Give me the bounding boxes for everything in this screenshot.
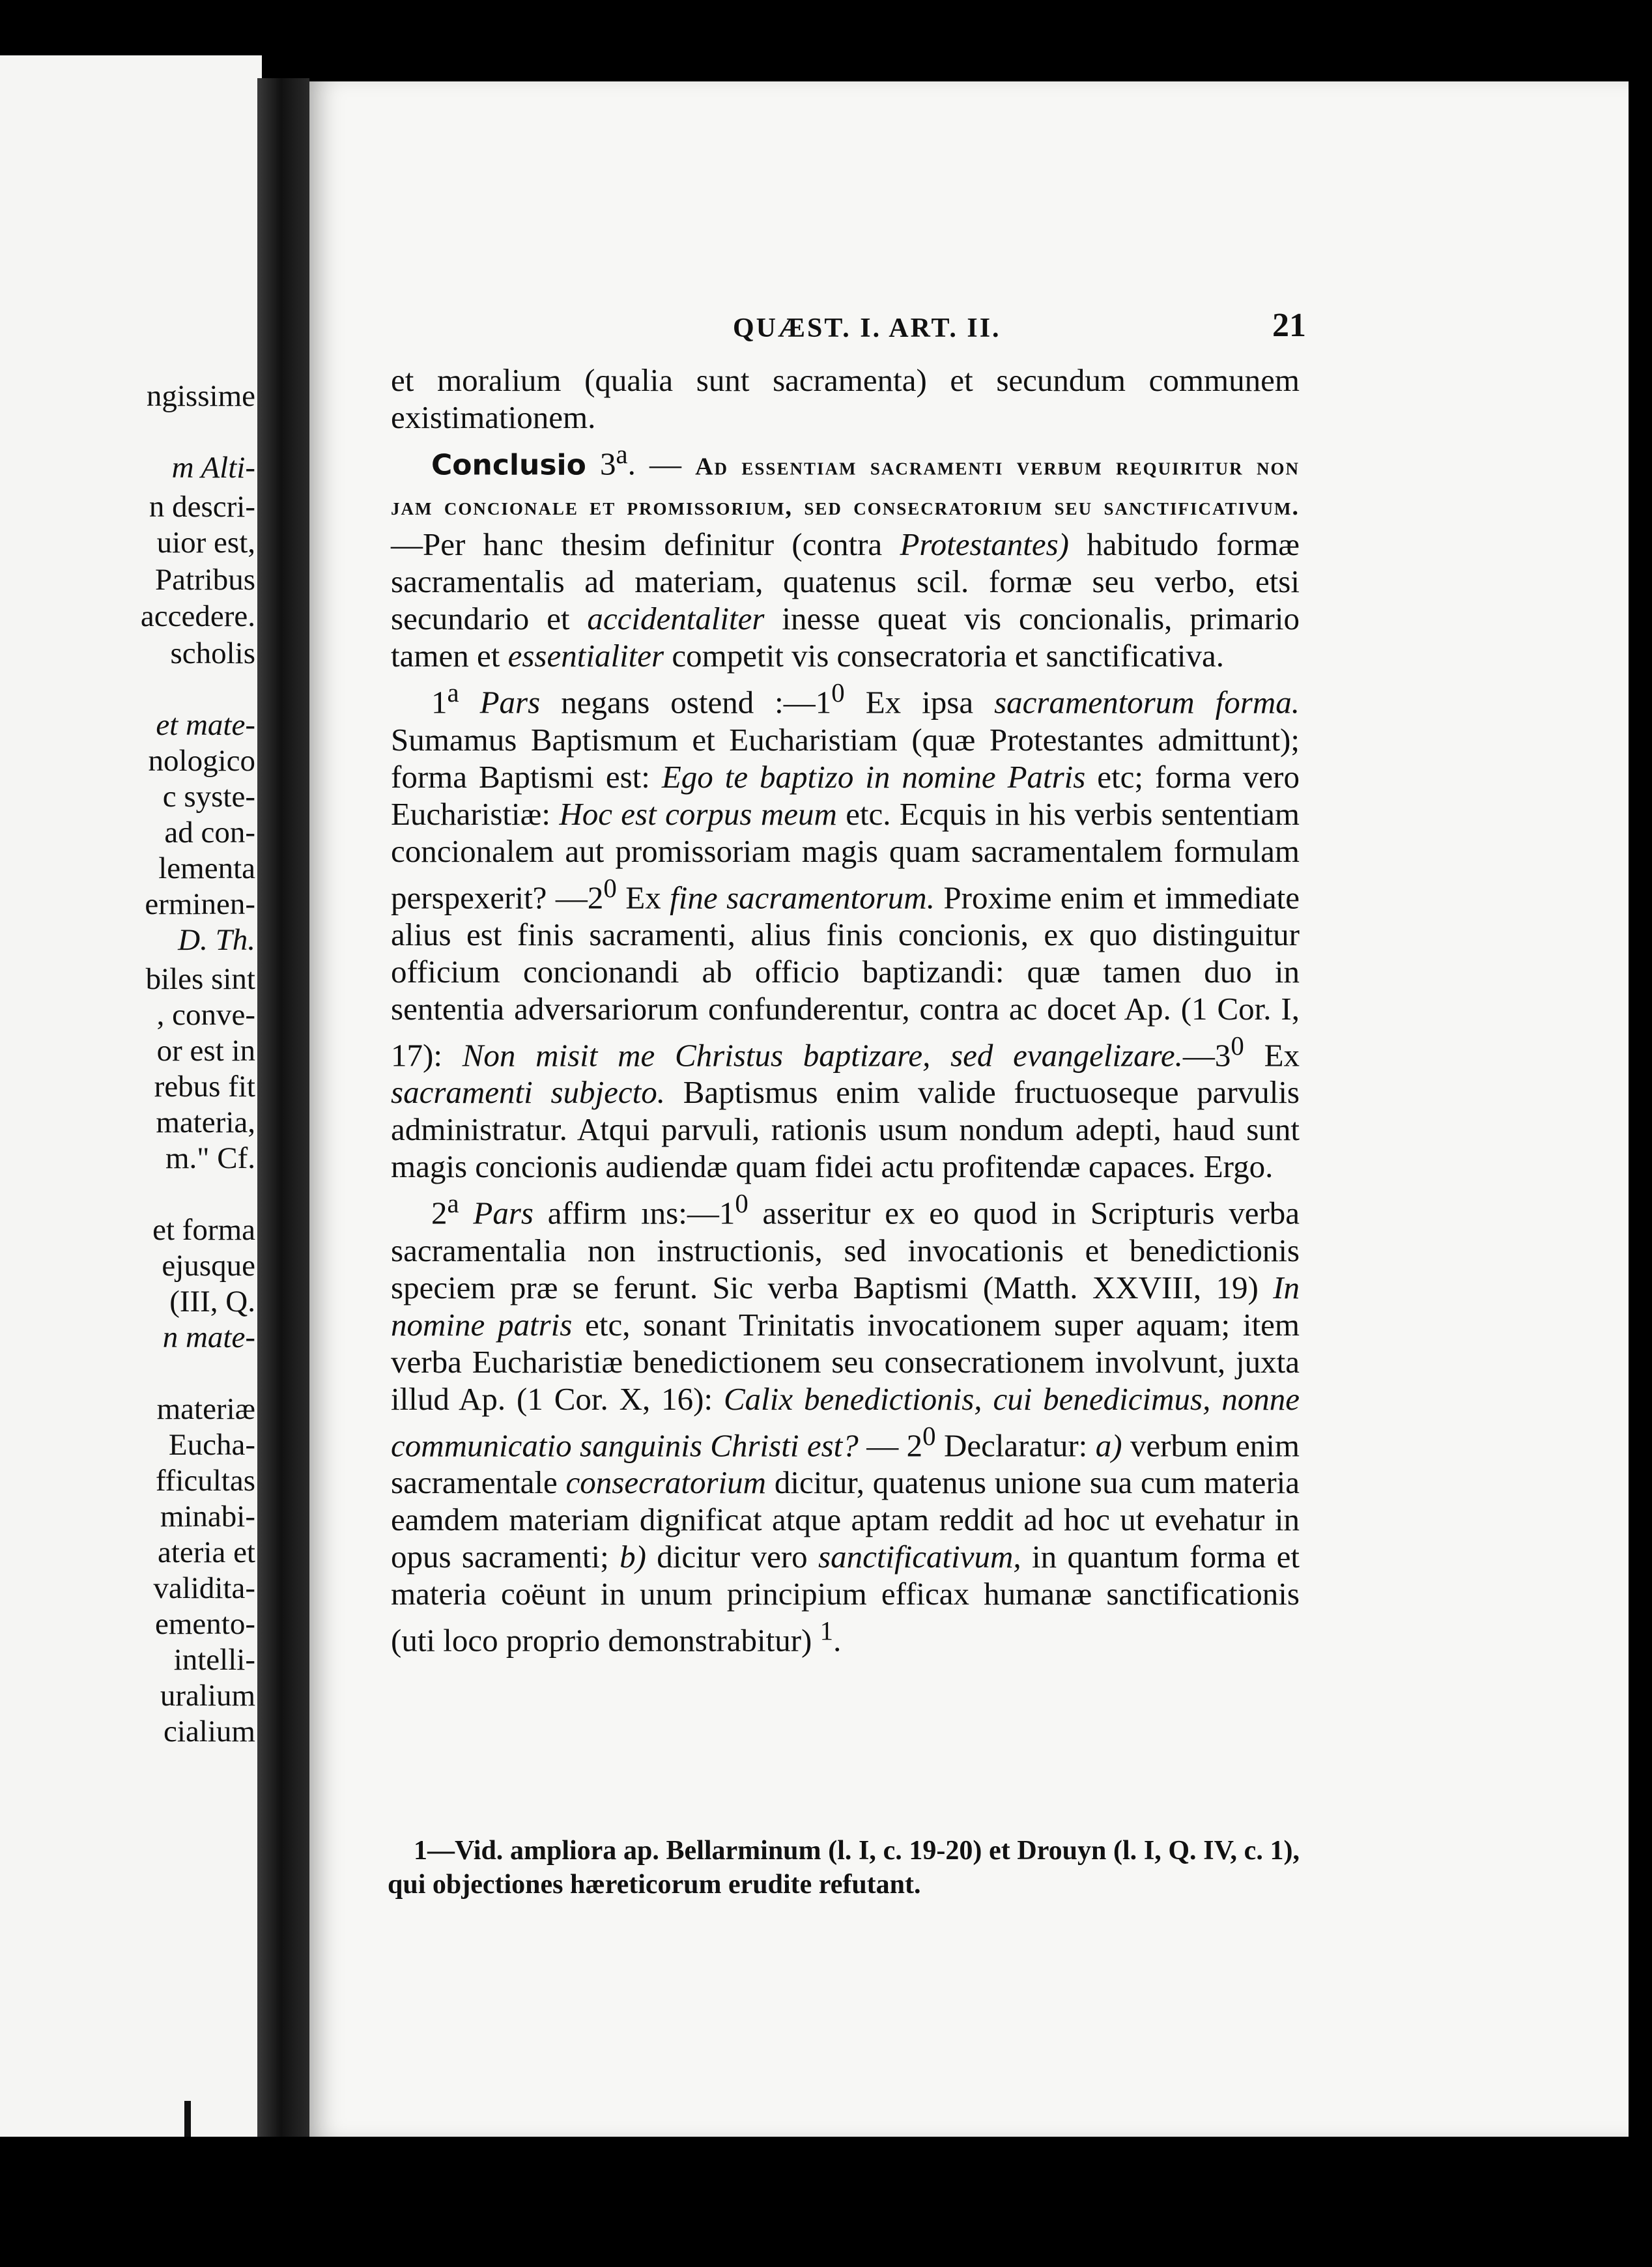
italic-run: Hoc est corpus meum — [559, 795, 837, 832]
text-run: . — [833, 1622, 842, 1659]
italic-run: accidentaliter — [587, 601, 765, 637]
text-run: Ex — [616, 879, 670, 915]
text-run: etc. Ecquis in his verbis sententiam concionalem aut promissoriam magis quam sacramentalem formulam perspexerit? —2 — [391, 795, 1300, 915]
previous-page-line: et mate- — [156, 708, 255, 742]
previous-page-line: m Alti- — [171, 451, 255, 485]
previous-page-line: materia, — [156, 1105, 255, 1139]
scan-border-bottom — [0, 2137, 1652, 2267]
footnote-text: 1—Vid. ampliora ap. Bellarminum (l. I, c. 19-20) et Drouyn (l. I, Q. IV, c. 1), qui objectiones hæreticorum erudite refutant. — [388, 1836, 1300, 1900]
book-spine — [257, 78, 309, 2137]
text-run: Ex ipsa — [844, 684, 995, 720]
body-text — [391, 362, 1300, 1659]
pars-number: 1 — [431, 684, 448, 720]
italic-run: b) — [620, 1538, 646, 1575]
previous-page-line: uior est, — [156, 526, 255, 560]
text-run: affirm ıns:—1 — [533, 1195, 735, 1231]
text-run: dicitur vero — [646, 1538, 818, 1575]
text-run: dicitur, quatenus unione sua cum materia eamdem materiam dignificat atque aptam reddit ad hoc ut evehatur in opus sacramenti; — [391, 1464, 1300, 1575]
italic-run: In nomine patris — [391, 1269, 1300, 1343]
text-run: inesse queat vis concionalis, primario tamen et — [391, 601, 1300, 674]
paragraph-conclusio — [391, 436, 1300, 674]
previous-page — [0, 55, 262, 2137]
italic-run: essentialiter — [507, 638, 664, 674]
paragraph-pars-2 — [391, 1185, 1300, 1659]
previous-page-line: Eucha- — [168, 1428, 255, 1462]
conclusio-label: Conclusio — [431, 448, 586, 482]
text-run: —3 — [1182, 1037, 1231, 1074]
text-run: in quantum forma et materia coëunt in unum principium efficax humanæ sanctificationis (uti loco proprio demonstrabitur) — [391, 1538, 1300, 1659]
text-run: habitudo formæ sacramentalis ad materiam, quatenus scil. formæ seu verbo, etsi secundario et — [391, 526, 1300, 637]
text-run: — 2 — [858, 1427, 923, 1463]
page-number: 21 — [1272, 307, 1306, 344]
paragraph-continuation: et moralium (qualia sunt sacramenta) et secundum communem existimationem. — [391, 362, 1300, 435]
text-run: Ex — [1244, 1037, 1300, 1074]
page-header — [733, 306, 1306, 345]
previous-page-line: Patribus — [154, 563, 255, 597]
footnote — [388, 1834, 1300, 1902]
previous-page-line: rebus fit — [154, 1070, 255, 1104]
text-run: Proxime enim et immediate alius est finis sacramenti, alius finis concionis, ex quo distinguitur officium concionandi ab officio baptizandi: quæ tamen duo in sententia adversariorum confunderentur, contra ac docet Ap. (1 Cor. I, 17): — [391, 879, 1300, 1074]
previous-page-line: scholis — [170, 636, 255, 670]
conclusio-dash: . — — [627, 446, 696, 482]
conclusio-sup: a — [616, 440, 628, 469]
italic-run: sacramentorum forma. — [994, 684, 1300, 720]
previous-page-line: et forma — [152, 1213, 255, 1247]
italic-run: Calix benedictionis, cui benedicimus, nonne communicatio sanguinis Christi est? — [391, 1380, 1300, 1463]
previous-page-line: or est in — [156, 1034, 255, 1068]
pars-number: 2 — [431, 1195, 448, 1231]
previous-page-line: fficultas — [155, 1464, 255, 1498]
text-run: Sumamus Baptismum et Eucharistiam (quæ Protestantes admittunt); forma Baptismi est: — [391, 721, 1300, 795]
conclusio-thesis: Ad essentiam sacramenti verbum requiritur non jam concionale et promissorium, sed consecratorium seu sanctificativum. — [391, 453, 1300, 521]
previous-page-line: accedere. — [140, 599, 255, 633]
previous-page-line: ateria et — [157, 1535, 255, 1569]
ordinal-sup: 0 — [603, 873, 617, 903]
italic-run: sanctificativum, — [818, 1538, 1021, 1575]
previous-page-line: nologico — [148, 744, 255, 778]
text-run: asseritur ex eo quod in Scripturis verba sacramentalia non instructionis, sed invocationis et benedictionis speciem præ se ferunt. Sic verba Baptismi (Matth. XXVIII, 19) — [391, 1195, 1300, 1305]
scan-border-right — [1629, 0, 1652, 2267]
previous-page-line: D. Th. — [178, 923, 255, 957]
previous-page-line: materiæ — [156, 1392, 255, 1426]
previous-page-line: validita- — [153, 1571, 255, 1605]
italic-run: consecratorium — [565, 1464, 767, 1500]
previous-page-text — [0, 55, 255, 2137]
pars-sup: a — [447, 1189, 459, 1219]
previous-page-line: lementa — [158, 851, 255, 885]
text-run: Baptismus enim valide fructuoseque parvulis administratur. Atqui parvuli, rationis usum nondum adepti, haud sunt magis concionis audiendæ quam fidei actu profitendæ capaces. Ergo. — [391, 1074, 1300, 1185]
italic-run: Protestantes) — [900, 526, 1069, 563]
ordinal-sup: 0 — [1231, 1031, 1244, 1061]
italic-run: a) — [1095, 1427, 1122, 1463]
ordinal-sup: 0 — [735, 1189, 748, 1219]
footnote-ref: 1 — [819, 1616, 834, 1646]
text-run: etc; forma vero Eucharistiæ: — [391, 758, 1300, 832]
previous-page-line: c syste- — [162, 780, 255, 814]
previous-page-line: , conve- — [156, 998, 255, 1032]
previous-page-line: intelli- — [173, 1643, 255, 1677]
italic-run: sacramenti subjecto. — [391, 1074, 665, 1111]
text-run: verbum enim sacramentale — [391, 1427, 1300, 1500]
previous-page-line: n mate- — [162, 1320, 255, 1354]
previous-page-line: ejusque — [162, 1249, 255, 1283]
ordinal-sup: 0 — [831, 678, 845, 708]
italic-run: Ego te baptizo in nomine Patris — [661, 758, 1086, 795]
conclusio-number: 3 — [599, 446, 616, 482]
text-run: etc, sonant Trinitatis invocationem super aquam; item verba Eucharistiæ benedictionem seu consecrationem involvunt, juxta illud Ap. (1 Cor. X, 16): — [391, 1306, 1300, 1417]
previous-page-line: m." Cf. — [165, 1141, 255, 1175]
paragraph-pars-1 — [391, 674, 1300, 1185]
italic-run: Non misit me Christus baptizare, sed evangelizare. — [462, 1037, 1183, 1074]
text-run: —Per hanc thesim definitur (contra — [391, 526, 900, 563]
italic-run: Pars — [479, 684, 541, 720]
previous-page-line: cialium — [164, 1715, 255, 1748]
italic-run: Pars — [473, 1195, 534, 1231]
previous-page-line: (III, Q. — [169, 1285, 255, 1319]
previous-page-line: erminen- — [145, 887, 255, 921]
previous-page-line: ngissime — [146, 379, 255, 413]
previous-page-line: emento- — [155, 1607, 255, 1641]
previous-page-line: biles sint — [145, 962, 255, 996]
previous-page-line: n descri- — [149, 490, 255, 524]
text-run: Declaratur: — [935, 1427, 1096, 1463]
previous-page-line: uralium — [160, 1679, 255, 1713]
ordinal-sup: 0 — [922, 1421, 936, 1451]
text-run: competit vis consecratoria et sanctificativa. — [664, 638, 1224, 674]
running-head: QUÆST. I. ART. II. — [733, 313, 1001, 343]
pars-sup: a — [447, 678, 459, 708]
previous-page-line: ad con- — [164, 816, 255, 849]
previous-page-line: minabi- — [160, 1500, 255, 1533]
italic-run: fine sacramentorum. — [670, 879, 935, 915]
text-run: negans ostend :—1 — [540, 684, 832, 720]
